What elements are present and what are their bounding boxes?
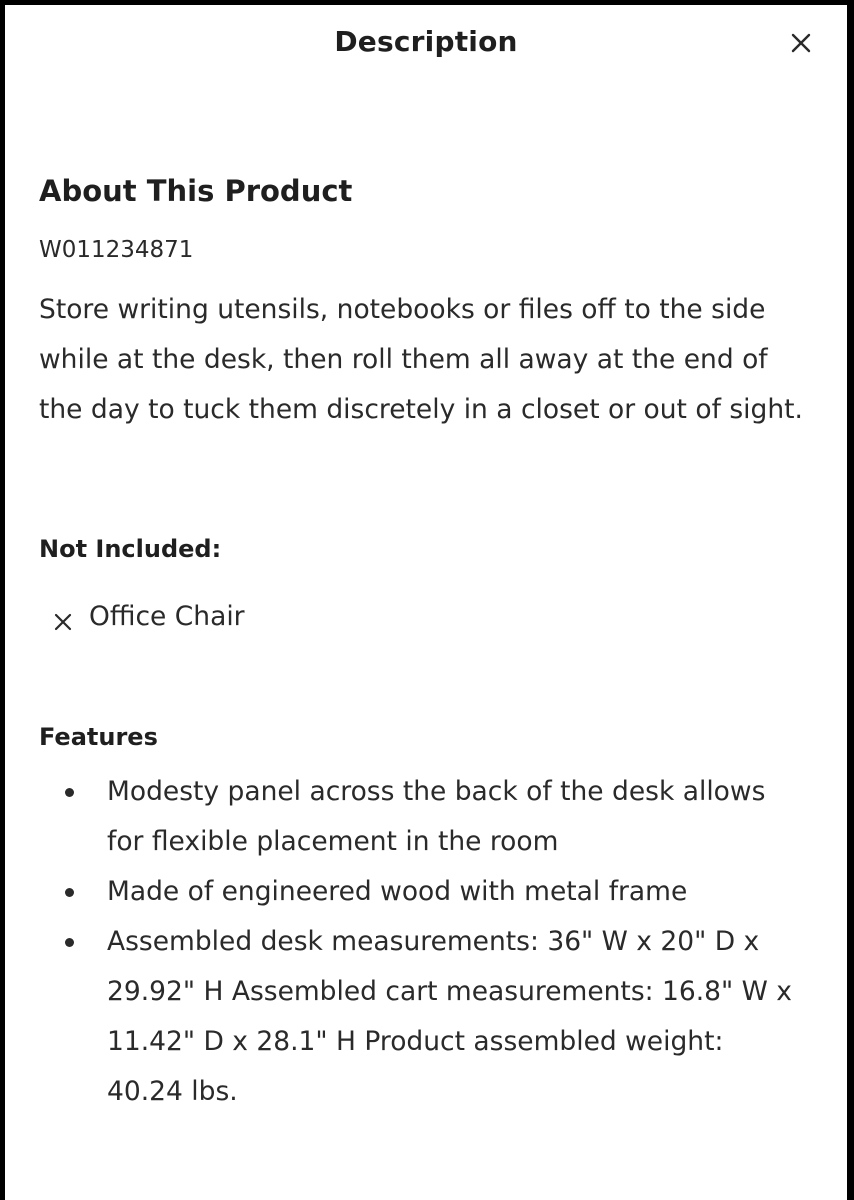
excluded-item [39, 600, 819, 634]
product-description: Store writing utensils, notebooks or files off to the side while at the desk, then roll them all away at the end of the day to tuck them discretely in a closet or out of sight. [39, 294, 803, 425]
x-icon [53, 607, 73, 627]
features-heading: Features [39, 723, 158, 751]
sheet-content [39, 171, 819, 1117]
feature-text: Assembled desk measurements: 36" W x 20" D x 29.92" H Assembled cart measurements: 16.8" W x 11.42" D x 28.1" H Product assembled weight: 40.24 lbs. [107, 926, 792, 1107]
feature-text: Made of engineered wood with metal frame [107, 876, 688, 907]
close-icon [785, 27, 817, 59]
bullet-icon [65, 938, 74, 947]
about-heading: About This Product [39, 174, 353, 208]
product-sku: W011234871 [39, 237, 194, 263]
excluded-item-label: Office Chair [89, 601, 245, 632]
close-button[interactable] [785, 27, 817, 59]
about-section [39, 171, 819, 435]
feature-text: Modesty panel across the back of the desk allows for flexible placement in the room [107, 776, 766, 857]
feature-item [39, 767, 807, 867]
description-sheet [5, 5, 847, 1200]
bullet-icon [65, 888, 74, 897]
not-included-heading: Not Included: [39, 535, 222, 563]
bullet-icon [65, 788, 74, 797]
feature-item [39, 867, 807, 917]
sheet-header [5, 5, 847, 81]
not-included-section [39, 532, 819, 634]
features-section [39, 720, 819, 1117]
sheet-title: Description [334, 25, 518, 58]
feature-item [39, 917, 807, 1117]
features-list [39, 767, 819, 1117]
